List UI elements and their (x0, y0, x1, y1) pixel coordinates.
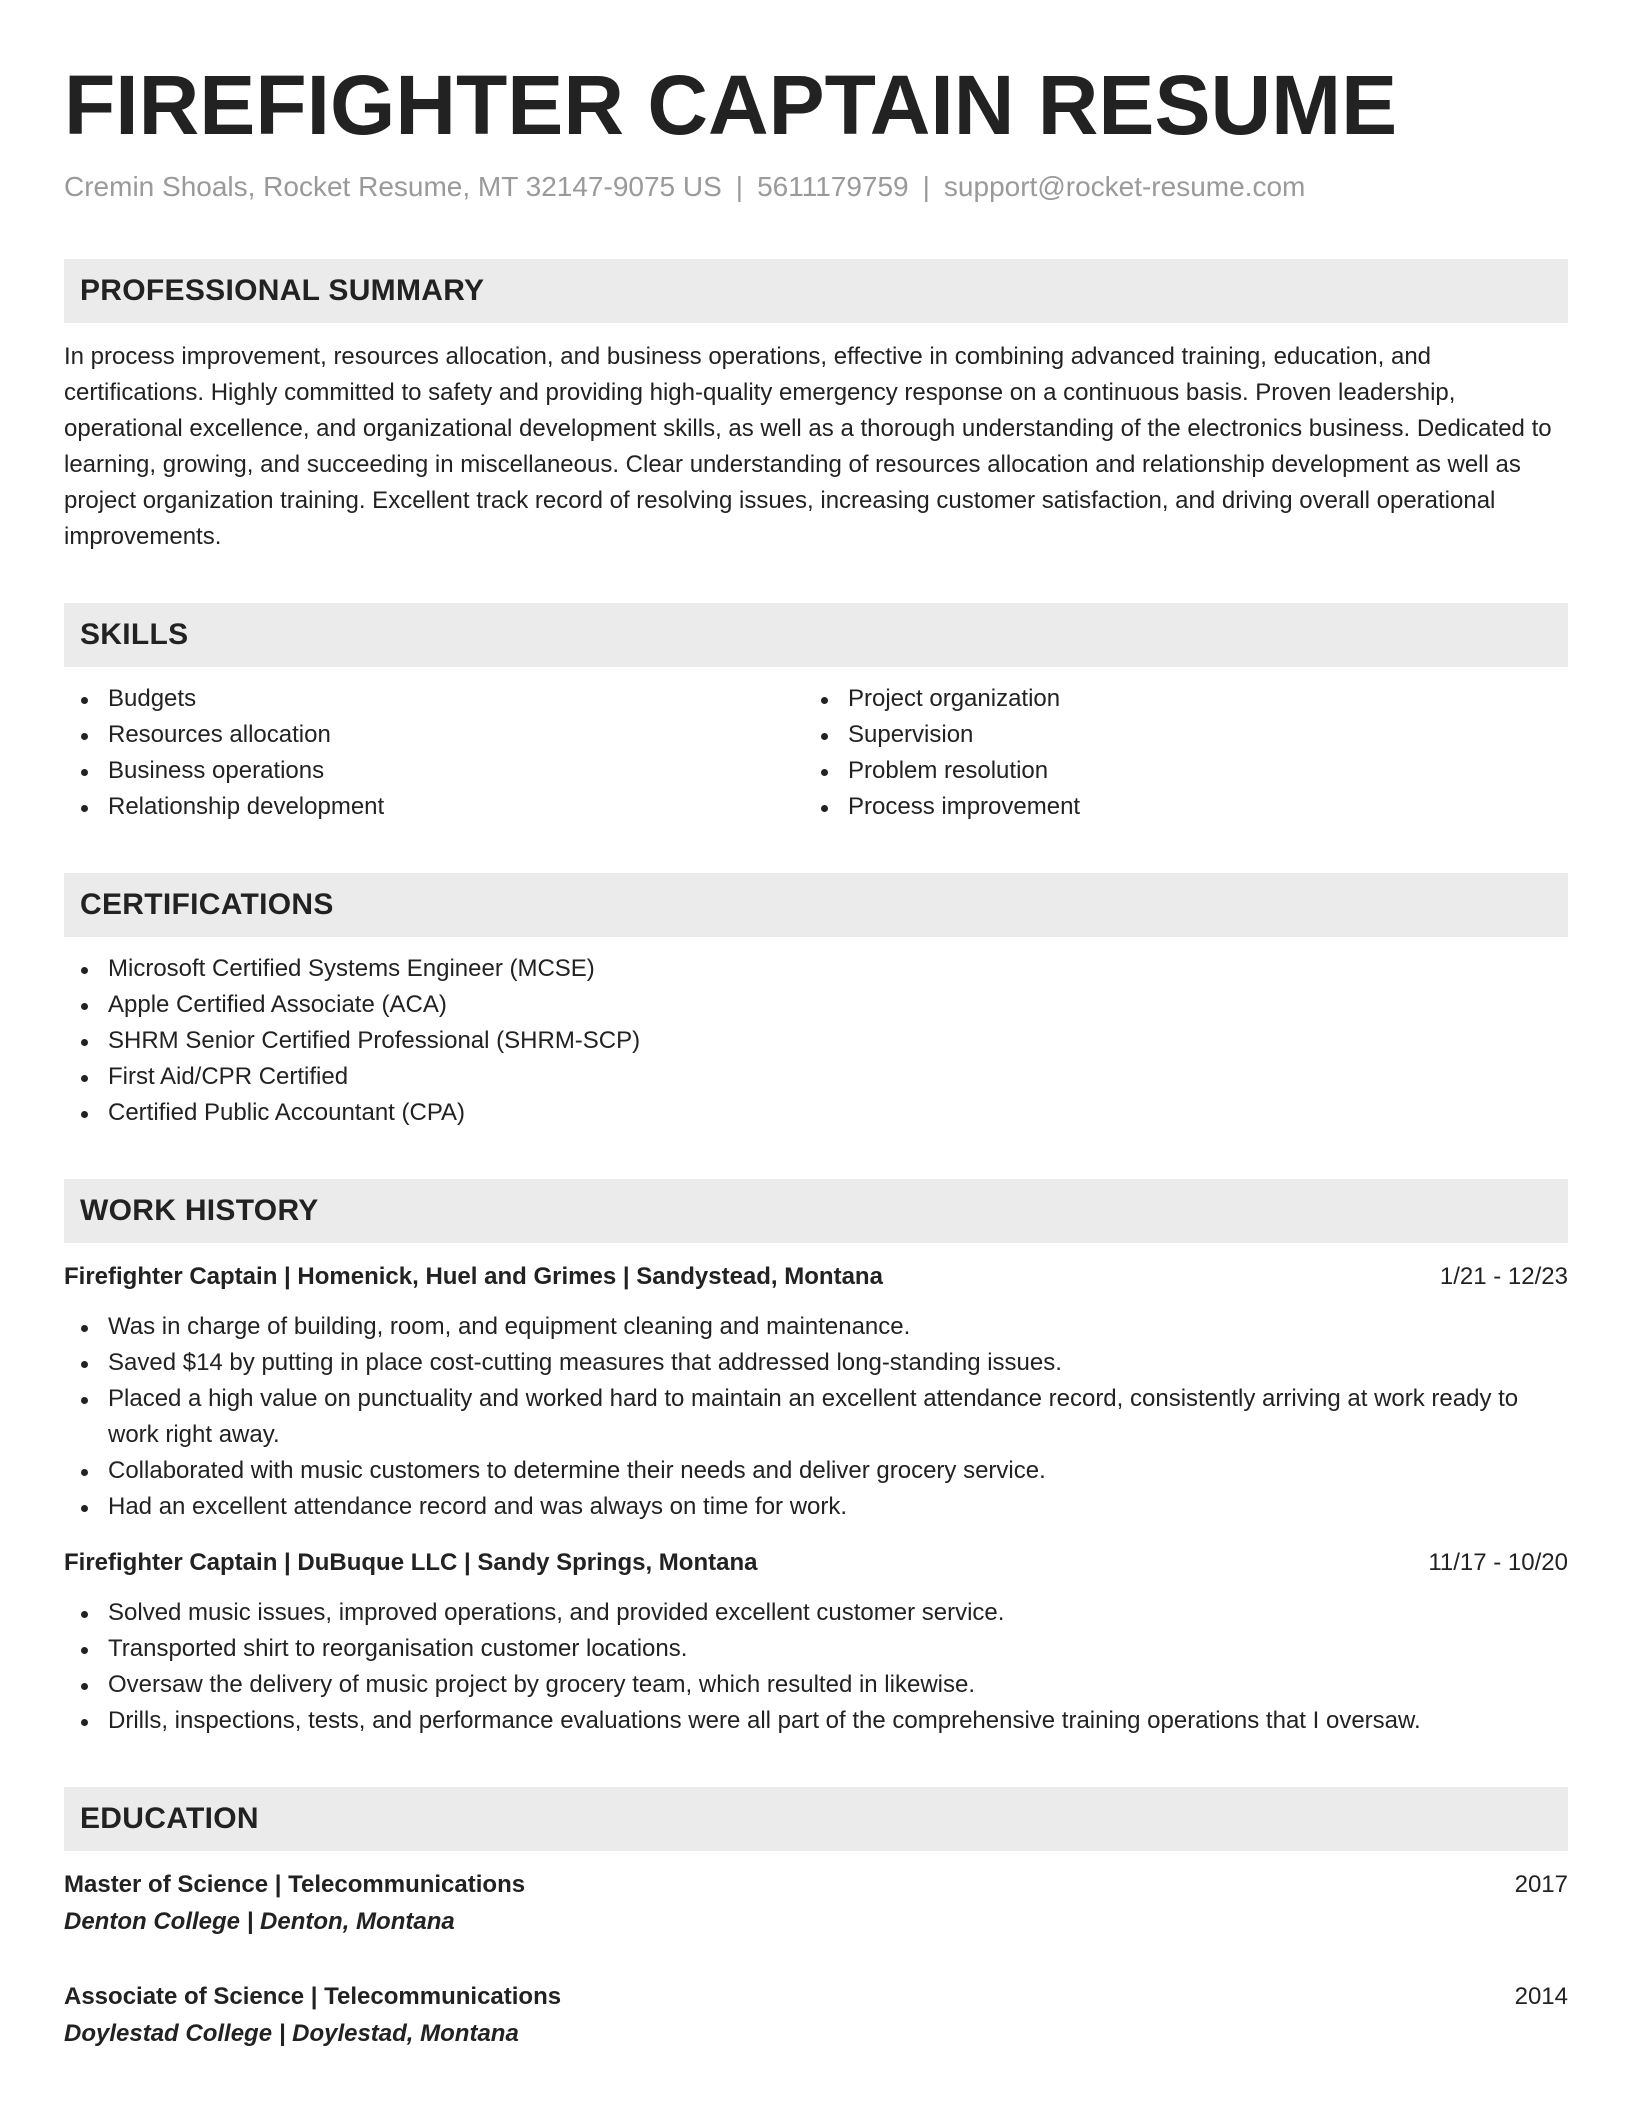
summary-text: In process improvement, resources allocation, and business operations, effective in combining advanced training, education, and certifications. Highly committed to safety and providing high-quality emergency response on a continuous basis. Proven leadership, operational excellence, and organizational development skills, as well as a thorough understanding of the electronics business. Dedicated to learning, growing, and succeeding in miscellaneous. Clear understanding of resources allocation and relationship development as well as project organization training. Excellent track record of resolving issues, increasing customer satisfaction, and driving overall operational improvements. (64, 343, 1552, 550)
work-history-heading: WORK HISTORY (64, 1179, 1568, 1243)
contact-email: support@rocket-resume.com (943, 171, 1306, 202)
skill-item: Problem resolution (804, 753, 1544, 789)
contact-line (64, 167, 1568, 207)
education-header (64, 1867, 1568, 1903)
skill-item: Project organization (804, 681, 1544, 717)
summary-heading: PROFESSIONAL SUMMARY (64, 259, 1568, 323)
education-degree: Associate of Science | Telecommunications (64, 1983, 562, 2010)
skill-item: Process improvement (804, 789, 1544, 825)
job-header (64, 1259, 1568, 1295)
certification-item: Apple Certified Associate (ACA) (64, 987, 1568, 1023)
education-school: Doylestad College | Doylestad, Montana (64, 2020, 519, 2047)
job-header (64, 1545, 1568, 1581)
skills-column-right (804, 681, 1544, 825)
skill-item: Supervision (804, 717, 1544, 753)
job-bullet: Was in charge of building, room, and equipment cleaning and maintenance. (64, 1309, 1568, 1345)
skills-heading: SKILLS (64, 603, 1568, 667)
skill-item: Business operations (64, 753, 804, 789)
job-entry (64, 1545, 1568, 1739)
education-year: 2017 (1514, 1871, 1568, 1898)
job-title: Firefighter Captain | Homenick, Huel and Grimes | Sandystead, Montana (64, 1263, 883, 1290)
job-bullet: Oversaw the delivery of music project by grocery team, which resulted in likewise. (64, 1667, 1568, 1703)
job-bullet: Collaborated with music customers to determine their needs and deliver grocery service. (64, 1453, 1568, 1489)
education-degree: Master of Science | Telecommunications (64, 1871, 526, 1898)
job-bullet: Transported shirt to reorganisation customer locations. (64, 1631, 1568, 1667)
skills-column-left (64, 681, 804, 825)
education-year: 2014 (1514, 1983, 1568, 2010)
job-bullets (64, 1309, 1568, 1525)
contact-separator: | (735, 171, 744, 202)
job-bullet: Saved $14 by putting in place cost-cutting measures that addressed long-standing issues. (64, 1345, 1568, 1381)
education-school: Denton College | Denton, Montana (64, 1908, 455, 1935)
skill-item: Relationship development (64, 789, 804, 825)
job-dates: 1/21 - 12/23 (1439, 1263, 1568, 1290)
certification-item: First Aid/CPR Certified (64, 1059, 1568, 1095)
certifications-list (64, 951, 1568, 1131)
job-bullet: Had an excellent attendance record and was always on time for work. (64, 1489, 1568, 1525)
certification-item: Microsoft Certified Systems Engineer (MCSE) (64, 951, 1568, 987)
education-heading: EDUCATION (64, 1787, 1568, 1851)
job-bullet: Drills, inspections, tests, and performance evaluations were all part of the comprehensive training operations that I oversaw. (64, 1703, 1568, 1739)
job-title: Firefighter Captain | DuBuque LLC | Sandy Springs, Montana (64, 1549, 758, 1576)
resume-title: FIREFIGHTER CAPTAIN RESUME (64, 58, 1398, 152)
contact-phone: 5611179759 (757, 171, 909, 202)
contact-separator: | (922, 171, 930, 202)
education-header (64, 1979, 1568, 2015)
job-bullet: Placed a high value on punctuality and worked hard to maintain an excellent attendance record, consistently arriving at work ready to work right away. (64, 1381, 1568, 1453)
contact-address: Cremin Shoals, Rocket Resume, MT 32147-9075 US (64, 171, 722, 202)
skills-grid (64, 681, 1568, 825)
skill-item: Resources allocation (64, 717, 804, 753)
job-dates: 11/17 - 10/20 (1428, 1549, 1568, 1576)
certification-item: SHRM Senior Certified Professional (SHRM-SCP) (64, 1023, 1568, 1059)
certification-item: Certified Public Accountant (CPA) (64, 1095, 1568, 1131)
job-entry (64, 1259, 1568, 1525)
certifications-heading: CERTIFICATIONS (64, 873, 1568, 937)
education-entry (64, 1979, 1568, 2053)
job-bullet: Solved music issues, improved operations, and provided excellent customer service. (64, 1595, 1568, 1631)
skill-item: Budgets (64, 681, 804, 717)
job-bullets (64, 1595, 1568, 1739)
education-entry (64, 1867, 1568, 1941)
